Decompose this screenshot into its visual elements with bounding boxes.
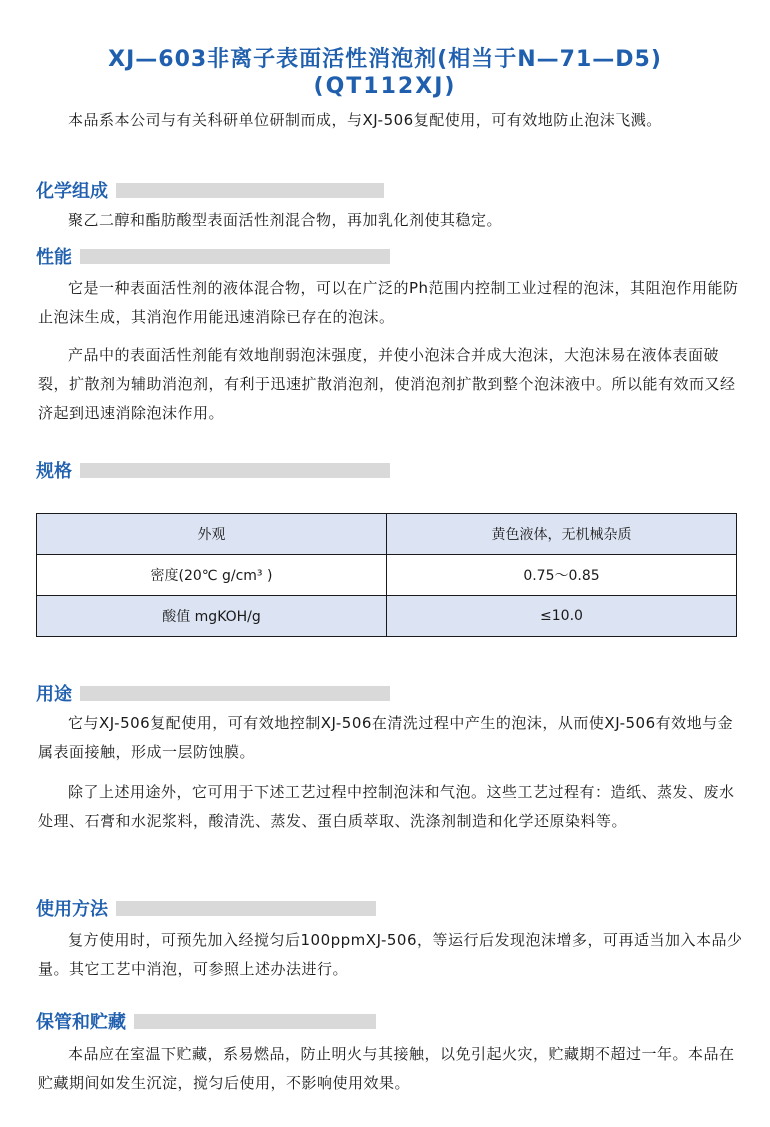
table-cell-value: 黄色液体，无机械杂质	[387, 514, 737, 555]
heading-bar	[80, 249, 390, 264]
document-subtitle-code: (QT112XJ)	[313, 74, 457, 99]
section-heading-method	[36, 895, 376, 921]
table-row	[37, 596, 737, 637]
composition-paragraph: 聚乙二醇和酯肪酸型表面活性剂混合物，再加乳化剂使其稳定。	[68, 211, 503, 229]
table-cell-item: 外观	[37, 514, 387, 555]
usage-paragraph-2: 除了上述用途外，它可用于下述工艺过程中控制泡沫和气泡。这些工艺过程有：造纸、蒸发、废水处理、石膏和水泥浆料，酸清洗、蒸发、蛋白质萃取、洗涤剂制造和化学还原染料等。	[38, 783, 735, 830]
heading-bar	[116, 183, 384, 198]
document-title: XJ—603非离子表面活性消泡剂(相当于N—71—D5)	[108, 47, 662, 72]
table-cell-item: 密度(20℃ g/cm³ )	[37, 555, 387, 596]
section-heading-storage	[36, 1008, 376, 1034]
table-row	[37, 555, 737, 596]
usage-paragraph-1: 它与XJ-506复配使用，可有效地控制XJ-506在清洗过程中产生的泡沫，从而使XJ-506有效地与金属表面接触，形成一层防蚀膜。	[38, 714, 734, 761]
section-heading-spec	[36, 457, 390, 483]
section-heading-composition	[36, 177, 384, 203]
performance-paragraph-2: 产品中的表面活性剂能有效地削弱泡沫强度，并使小泡沫合并成大泡沫，大泡沫易在液体表面破裂，扩散剂为辅助消泡剂，有利于迅速扩散消泡剂，使消泡剂扩散到整个泡沫液中。所以能有效而又经济起到迅速消除泡沫作用。	[38, 346, 736, 422]
section-title: 化学组成	[36, 181, 108, 202]
section-title: 用途	[36, 684, 72, 705]
section-title: 规格	[36, 461, 72, 482]
spec-table	[36, 513, 737, 637]
table-cell-item: 酸值 mgKOH/g	[37, 596, 387, 637]
section-title: 保管和贮藏	[36, 1012, 126, 1033]
section-heading-usage	[36, 680, 390, 706]
table-row	[37, 514, 737, 555]
section-title: 性能	[36, 247, 72, 268]
table-cell-value: 0.75～0.85	[387, 555, 737, 596]
intro-paragraph: 本品系本公司与有关科研单位研制而成，与XJ-506复配使用，可有效地防止泡沫飞溅。	[68, 111, 662, 129]
method-paragraph: 复方使用时，可预先加入经搅匀后100ppmXJ-506，等运行后发现泡沫增多，可再适当加入本品少量。其它工艺中消泡，可参照上述办法进行。	[38, 931, 743, 978]
section-heading-performance	[36, 243, 390, 269]
section-title: 使用方法	[36, 899, 108, 920]
heading-bar	[134, 1014, 376, 1029]
performance-paragraph-1: 它是一种表面活性剂的液体混合物，可以在广泛的Ph范围内控制工业过程的泡沫，其阻泡作用能防止泡沫生成，其消泡作用能迅速消除已存在的泡沫。	[38, 279, 739, 326]
storage-paragraph: 本品应在室温下贮藏，系易燃品，防止明火与其接触，以免引起火灾，贮藏期不超过一年。本品在贮藏期间如发生沉淀，搅匀后使用，不影响使用效果。	[38, 1045, 735, 1092]
heading-bar	[80, 686, 390, 701]
heading-bar	[80, 463, 390, 478]
table-cell-value: ≤10.0	[387, 596, 737, 637]
heading-bar	[116, 901, 376, 916]
